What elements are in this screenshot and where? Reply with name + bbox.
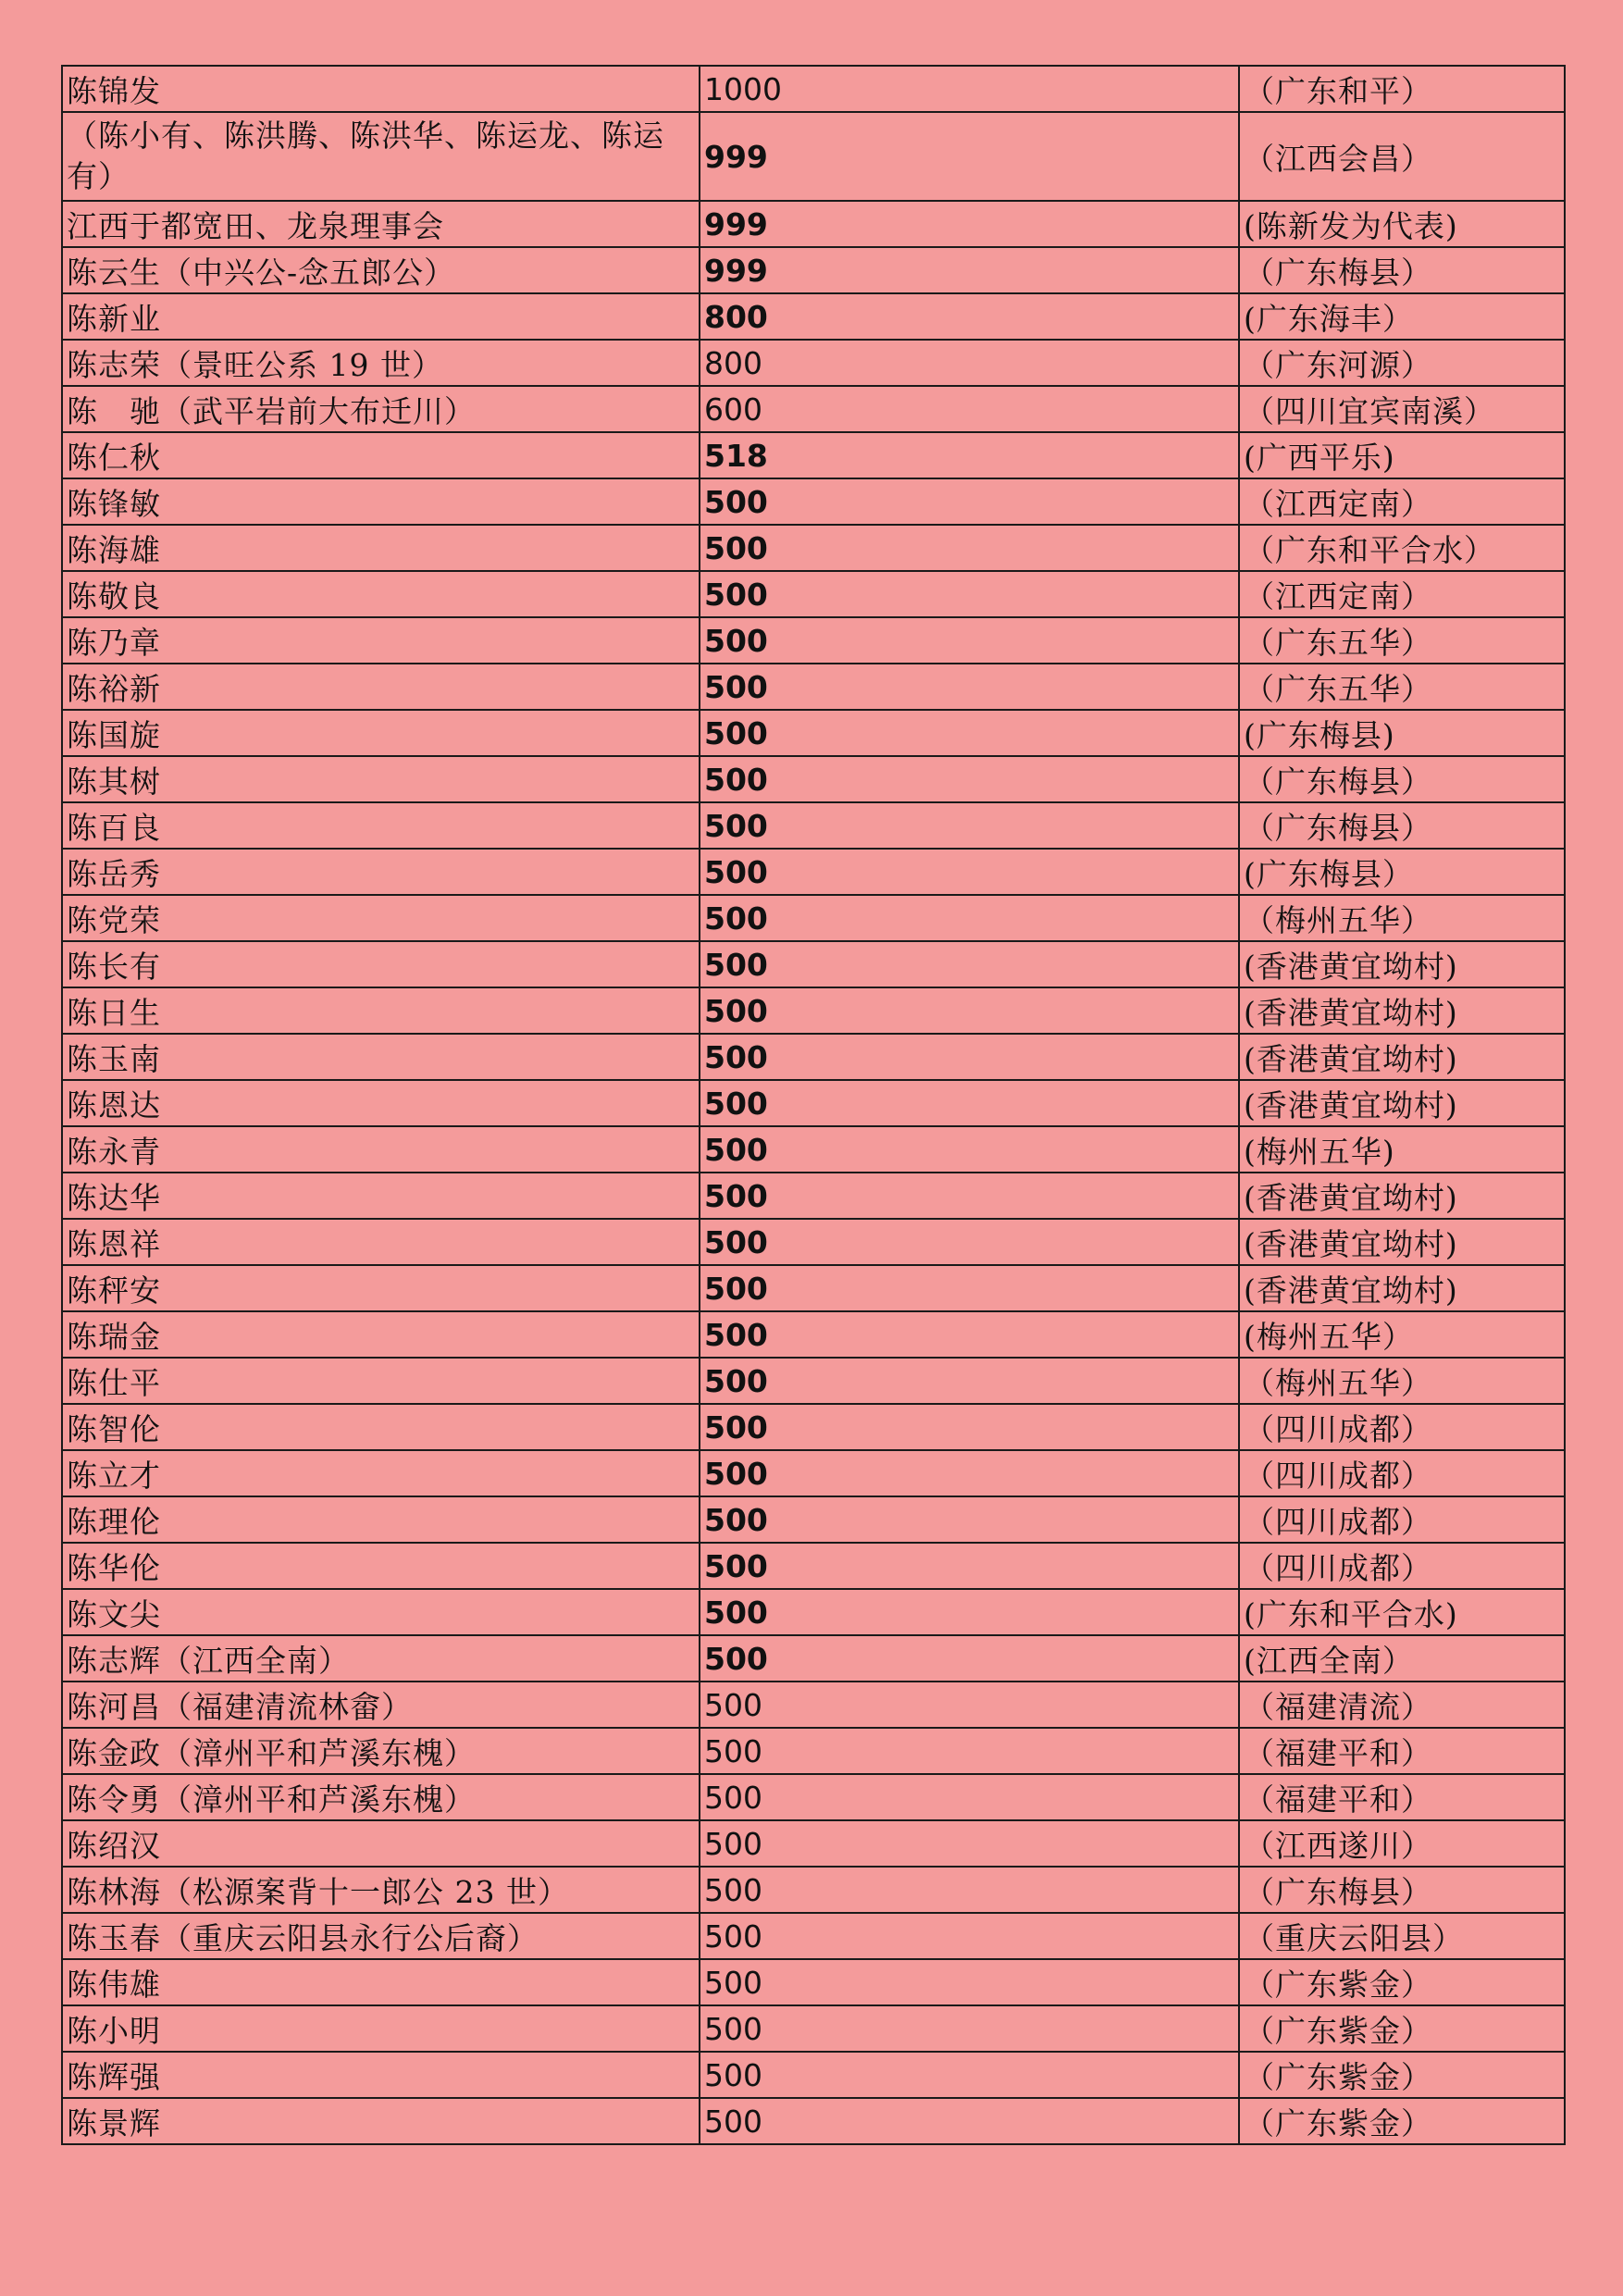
donation-amount-cell: 500: [700, 1265, 1239, 1311]
table-row: [62, 1219, 1565, 1265]
table-row: [62, 112, 1565, 201]
table-row: [62, 1080, 1565, 1126]
donor-name-cell: 陈辉强: [62, 2052, 700, 2098]
donor-name-cell: （陈小有、陈洪腾、陈洪华、陈运龙、陈运有）: [62, 112, 700, 201]
donor-name-cell: 陈令勇（漳州平和芦溪东槐）: [62, 1774, 700, 1820]
table-row: [62, 756, 1565, 802]
table-row: [62, 941, 1565, 987]
donor-name-cell: 陈瑞金: [62, 1311, 700, 1358]
donation-amount-cell: 500: [700, 1913, 1239, 1959]
donor-name-cell: 陈永青: [62, 1126, 700, 1173]
donor-origin-cell: （广东紫金）: [1239, 2098, 1565, 2144]
donor-origin-cell: (广东梅县）: [1239, 849, 1565, 895]
donor-name-cell: 陈日生: [62, 987, 700, 1034]
table-row: [62, 1682, 1565, 1728]
donor-name-cell: 陈云生（中兴公-念五郎公）: [62, 247, 700, 293]
table-row: [62, 340, 1565, 386]
donation-amount-cell: 1000: [700, 66, 1239, 112]
donation-amount-cell: 500: [700, 2098, 1239, 2144]
table-row: [62, 1358, 1565, 1404]
donor-name-cell: 陈仕平: [62, 1358, 700, 1404]
donor-name-cell: 陈锦发: [62, 66, 700, 112]
donor-name-cell: 陈河昌（福建清流林畲）: [62, 1682, 700, 1728]
donor-name-cell: 陈恩达: [62, 1080, 700, 1126]
donor-name-cell: 陈伟雄: [62, 1959, 700, 2005]
table-row: [62, 664, 1565, 710]
donor-origin-cell: （四川成都）: [1239, 1543, 1565, 1589]
donor-name-cell: 陈百良: [62, 802, 700, 849]
donor-origin-cell: (广东梅县): [1239, 710, 1565, 756]
donor-origin-cell: （江西定南）: [1239, 571, 1565, 617]
table-row: [62, 849, 1565, 895]
donor-origin-cell: （梅州五华）: [1239, 895, 1565, 941]
donor-origin-cell: （四川成都）: [1239, 1496, 1565, 1543]
donor-origin-cell: (香港黄宜坳村): [1239, 1034, 1565, 1080]
donor-name-cell: 陈华伦: [62, 1543, 700, 1589]
donor-name-cell: 陈秤安: [62, 1265, 700, 1311]
donor-name-cell: 陈锋敏: [62, 478, 700, 525]
donor-name-cell: 陈仁秋: [62, 432, 700, 478]
donor-name-cell: 陈新业: [62, 293, 700, 340]
table-row: [62, 710, 1565, 756]
donation-amount-cell: 500: [700, 987, 1239, 1034]
donor-origin-cell: (广东和平合水): [1239, 1589, 1565, 1635]
donor-origin-cell: （广东梅县）: [1239, 756, 1565, 802]
donation-amount-cell: 999: [700, 112, 1239, 201]
donor-origin-cell: (香港黄宜坳村): [1239, 1080, 1565, 1126]
donation-amount-cell: 500: [700, 1311, 1239, 1358]
donor-name-cell: 江西于都宽田、龙泉理事会: [62, 201, 700, 247]
table-row: [62, 66, 1565, 112]
donor-origin-cell: (梅州五华): [1239, 1126, 1565, 1173]
table-row: [62, 987, 1565, 1034]
donation-amount-cell: 500: [700, 1728, 1239, 1774]
table-row: [62, 1450, 1565, 1496]
donor-origin-cell: （江西会昌）: [1239, 112, 1565, 201]
table-row: [62, 2098, 1565, 2144]
donor-name-cell: 陈绍汉: [62, 1820, 700, 1867]
donor-origin-cell: （福建平和）: [1239, 1728, 1565, 1774]
donation-amount-cell: 500: [700, 2052, 1239, 2098]
donor-origin-cell: (香港黄宜坳村): [1239, 1173, 1565, 1219]
table-row: [62, 1126, 1565, 1173]
donor-name-cell: 陈立才: [62, 1450, 700, 1496]
donation-amount-cell: 500: [700, 802, 1239, 849]
donor-origin-cell: (香港黄宜坳村): [1239, 1265, 1565, 1311]
donor-origin-cell: （梅州五华）: [1239, 1358, 1565, 1404]
donor-name-cell: 陈景辉: [62, 2098, 700, 2144]
donor-name-cell: 陈岳秀: [62, 849, 700, 895]
table-row: [62, 2052, 1565, 2098]
donor-origin-cell: （广东五华）: [1239, 664, 1565, 710]
donation-amount-cell: 500: [700, 478, 1239, 525]
donation-amount-cell: 800: [700, 293, 1239, 340]
donor-table: [61, 65, 1566, 2145]
donor-origin-cell: （福建清流）: [1239, 1682, 1565, 1728]
table-row: [62, 386, 1565, 432]
donor-origin-cell: （广东紫金）: [1239, 1959, 1565, 2005]
table-row: [62, 1034, 1565, 1080]
donor-origin-cell: (香港黄宜坳村): [1239, 987, 1565, 1034]
table-row: [62, 1265, 1565, 1311]
donation-amount-cell: 500: [700, 1867, 1239, 1913]
donation-amount-cell: 500: [700, 1358, 1239, 1404]
donation-amount-cell: 600: [700, 386, 1239, 432]
donation-amount-cell: 500: [700, 1404, 1239, 1450]
donor-origin-cell: （广东和平）: [1239, 66, 1565, 112]
donor-origin-cell: （广东和平合水）: [1239, 525, 1565, 571]
table-row: [62, 1774, 1565, 1820]
donation-amount-cell: 500: [700, 1080, 1239, 1126]
donation-amount-cell: 500: [700, 664, 1239, 710]
donor-name-cell: 陈恩祥: [62, 1219, 700, 1265]
donor-name-cell: 陈国旋: [62, 710, 700, 756]
donor-name-cell: 陈林海（松源案背十一郎公 23 世）: [62, 1867, 700, 1913]
table-row: [62, 1589, 1565, 1635]
donor-origin-cell: (香港黄宜坳村): [1239, 1219, 1565, 1265]
donor-name-cell: 陈海雄: [62, 525, 700, 571]
table-row: [62, 201, 1565, 247]
donor-origin-cell: （四川宜宾南溪）: [1239, 386, 1565, 432]
table-row: [62, 802, 1565, 849]
donor-origin-cell: （广东梅县）: [1239, 247, 1565, 293]
table-row: [62, 247, 1565, 293]
donation-amount-cell: 500: [700, 1820, 1239, 1867]
table-row: [62, 293, 1565, 340]
donor-name-cell: 陈玉春（重庆云阳县永行公后裔）: [62, 1913, 700, 1959]
donor-name-cell: 陈文尖: [62, 1589, 700, 1635]
donor-name-cell: 陈长有: [62, 941, 700, 987]
donor-origin-cell: （广东河源）: [1239, 340, 1565, 386]
table-row: [62, 1867, 1565, 1913]
donation-amount-cell: 500: [700, 1543, 1239, 1589]
donor-origin-cell: (江西全南）: [1239, 1635, 1565, 1682]
donation-amount-cell: 518: [700, 432, 1239, 478]
donor-origin-cell: （四川成都）: [1239, 1450, 1565, 1496]
donor-origin-cell: （广东梅县）: [1239, 802, 1565, 849]
donor-table-body: [62, 66, 1565, 2144]
table-row: [62, 1543, 1565, 1589]
donor-origin-cell: （四川成都）: [1239, 1404, 1565, 1450]
table-row: [62, 1404, 1565, 1450]
donor-name-cell: 陈党荣: [62, 895, 700, 941]
donation-amount-cell: 500: [700, 756, 1239, 802]
donor-name-cell: 陈 驰（武平岩前大布迁川）: [62, 386, 700, 432]
donation-amount-cell: 500: [700, 1034, 1239, 1080]
donor-name-cell: 陈玉南: [62, 1034, 700, 1080]
donor-name-cell: 陈小明: [62, 2005, 700, 2052]
donor-name-cell: 陈乃章: [62, 617, 700, 664]
donor-origin-cell: （广东紫金）: [1239, 2052, 1565, 2098]
donation-amount-cell: 500: [700, 525, 1239, 571]
donor-name-cell: 陈其树: [62, 756, 700, 802]
donation-amount-cell: 800: [700, 340, 1239, 386]
donation-amount-cell: 999: [700, 201, 1239, 247]
table-row: [62, 1311, 1565, 1358]
donor-origin-cell: (广东海丰）: [1239, 293, 1565, 340]
donation-amount-cell: 500: [700, 1635, 1239, 1682]
donation-amount-cell: 500: [700, 617, 1239, 664]
donor-origin-cell: （广东五华）: [1239, 617, 1565, 664]
donor-name-cell: 陈理伦: [62, 1496, 700, 1543]
table-row: [62, 1728, 1565, 1774]
table-row: [62, 1635, 1565, 1682]
donor-name-cell: 陈智伦: [62, 1404, 700, 1450]
table-row: [62, 432, 1565, 478]
donation-amount-cell: 500: [700, 1589, 1239, 1635]
table-row: [62, 525, 1565, 571]
donation-amount-cell: 500: [700, 1496, 1239, 1543]
table-row: [62, 2005, 1565, 2052]
donor-name-cell: 陈敬良: [62, 571, 700, 617]
donor-name-cell: 陈志荣（景旺公系 19 世）: [62, 340, 700, 386]
table-row: [62, 895, 1565, 941]
table-row: [62, 1913, 1565, 1959]
donation-amount-cell: 500: [700, 895, 1239, 941]
donation-amount-cell: 500: [700, 1959, 1239, 2005]
donor-origin-cell: （广东紫金）: [1239, 2005, 1565, 2052]
table-row: [62, 617, 1565, 664]
donor-name-cell: 陈达华: [62, 1173, 700, 1219]
donor-origin-cell: （江西遂川）: [1239, 1820, 1565, 1867]
table-row: [62, 1820, 1565, 1867]
donation-amount-cell: 500: [700, 1682, 1239, 1728]
table-row: [62, 478, 1565, 525]
donation-amount-cell: 500: [700, 1219, 1239, 1265]
donor-origin-cell: （福建平和）: [1239, 1774, 1565, 1820]
table-row: [62, 1173, 1565, 1219]
donor-name-cell: 陈裕新: [62, 664, 700, 710]
table-row: [62, 571, 1565, 617]
table-row: [62, 1959, 1565, 2005]
donation-amount-cell: 500: [700, 849, 1239, 895]
donation-amount-cell: 500: [700, 2005, 1239, 2052]
donation-amount-cell: 999: [700, 247, 1239, 293]
donor-origin-cell: (香港黄宜坳村): [1239, 941, 1565, 987]
donor-origin-cell: （江西定南）: [1239, 478, 1565, 525]
donor-origin-cell: (陈新发为代表): [1239, 201, 1565, 247]
donation-amount-cell: 500: [700, 1450, 1239, 1496]
donation-amount-cell: 500: [700, 571, 1239, 617]
donor-name-cell: 陈金政（漳州平和芦溪东槐）: [62, 1728, 700, 1774]
donation-amount-cell: 500: [700, 1774, 1239, 1820]
donor-list-sheet: [61, 65, 1564, 2145]
donation-amount-cell: 500: [700, 1126, 1239, 1173]
donation-amount-cell: 500: [700, 1173, 1239, 1219]
table-row: [62, 1496, 1565, 1543]
donation-amount-cell: 500: [700, 941, 1239, 987]
donor-origin-cell: (广西平乐): [1239, 432, 1565, 478]
donor-origin-cell: (梅州五华）: [1239, 1311, 1565, 1358]
donor-origin-cell: （重庆云阳县）: [1239, 1913, 1565, 1959]
donor-name-cell: 陈志辉（江西全南）: [62, 1635, 700, 1682]
donation-amount-cell: 500: [700, 710, 1239, 756]
donor-origin-cell: （广东梅县）: [1239, 1867, 1565, 1913]
